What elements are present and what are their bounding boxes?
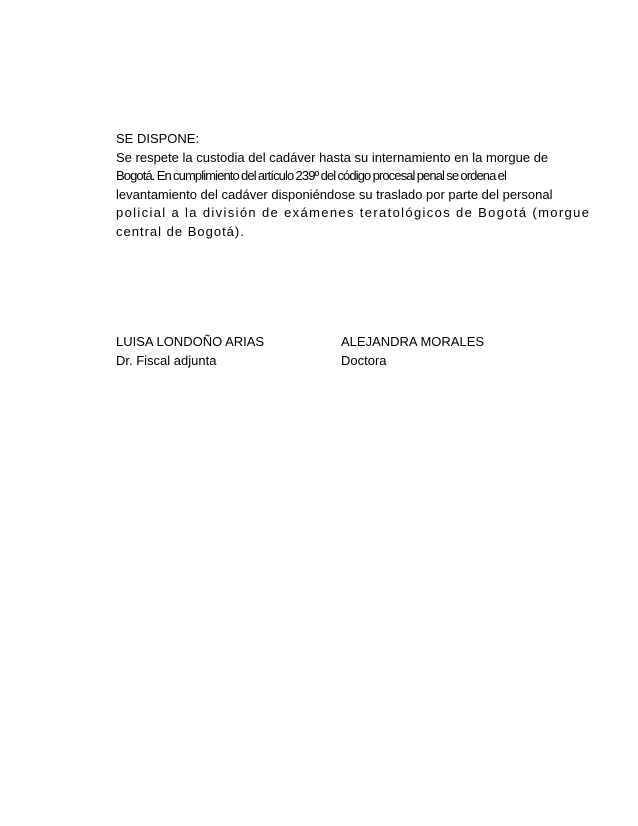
body-line-4: policial a la división de exámenes teratológicos de Bogotá (morgue [116, 205, 591, 220]
signer-name-right: ALEJANDRA MORALES [341, 334, 485, 349]
signature-right [341, 333, 484, 370]
signer-title-left: Dr. Fiscal adjunta [116, 352, 217, 368]
disposition-section [116, 130, 591, 241]
section-heading: SE DISPONE: [116, 131, 200, 146]
body-line-3: levantamiento del cadáver disponiéndose su traslado por parte del personal [116, 186, 553, 202]
body-line-1: Se respete la custodia del cadáver hasta su internamiento en la morgue de [116, 149, 549, 165]
body-line-5: central de Bogotá). [116, 223, 245, 239]
body-line-2: Bogotá. En cumplimiento del artículo 239º del código procesal penal se ordena el [116, 168, 506, 183]
signer-name-left: LUISA LONDOÑO ARIAS [116, 334, 265, 349]
signer-title-right: Doctora [341, 352, 387, 368]
signature-left [116, 333, 264, 370]
